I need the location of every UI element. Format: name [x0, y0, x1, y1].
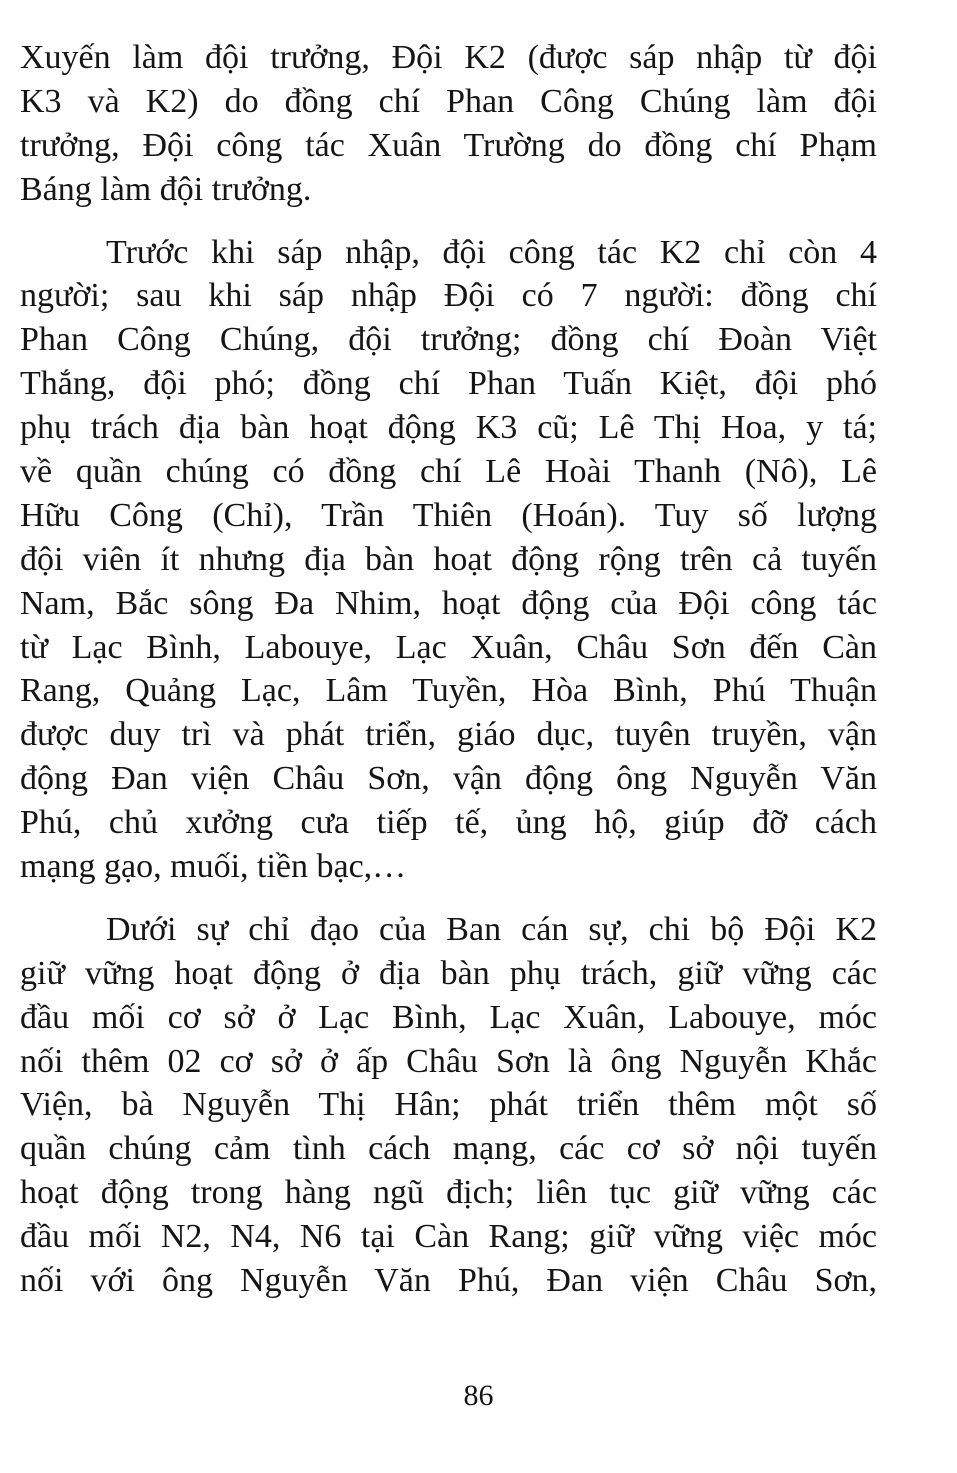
page-number: 86: [463, 1379, 494, 1412]
text-line: Xuyến làm đội trưởng, Đội K2 (được sáp nhập từ đội: [20, 39, 877, 76]
text-line: Thắng, đội phó; đồng chí Phan Tuấn Kiệt, đội phó: [20, 365, 877, 403]
text-line: đầu mối N2, N4, N6 tại Càn Rang; giữ vững việc móc: [20, 1218, 877, 1256]
text-line: phụ trách địa bàn hoạt động K3 cũ; Lê Thị Hoa, y tá;: [20, 409, 877, 447]
text-line: trưởng, Đội công tác Xuân Trường do đồng chí Phạm: [20, 126, 877, 164]
text-line: về quần chúng có đồng chí Lê Hoài Thanh (Nô), Lê: [20, 453, 877, 491]
text-line: Dưới sự chỉ đạo của Ban cán sự, chi bộ Đội K2: [106, 910, 877, 948]
text-line: Hữu Công (Chỉ), Trần Thiên (Hoán). Tuy số lượng: [20, 496, 877, 534]
text-line: quần chúng cảm tình cách mạng, các cơ sở nội tuyến: [20, 1130, 877, 1168]
text-line: nối thêm 02 cơ sở ở ấp Châu Sơn là ông Nguyễn Khắc: [20, 1042, 877, 1080]
text-line: động Đan viện Châu Sơn, vận động ông Nguyễn Văn: [20, 760, 877, 798]
text-line: từ Lạc Bình, Labouye, Lạc Xuân, Châu Sơn đến Càn: [20, 628, 877, 666]
text-line: Phú, chủ xưởng cưa tiếp tế, ủng hộ, giúp đỡ cách: [20, 804, 877, 842]
text-line: Viện, bà Nguyễn Thị Hân; phát triển thêm một số: [20, 1086, 877, 1124]
page-body: [20, 36, 877, 1303]
text-line: Trước khi sáp nhập, đội công tác K2 chỉ còn 4: [106, 233, 877, 271]
paragraph-1: [20, 36, 877, 212]
text-line: Nam, Bắc sông Đa Nhim, hoạt động của Đội công tác: [20, 584, 877, 622]
paragraph-2: [20, 231, 877, 889]
text-line: Báng làm đội trưởng.: [20, 170, 312, 208]
text-line: mạng gạo, muối, tiền bạc,…: [20, 848, 407, 886]
text-line: K3 và K2) do đồng chí Phan Công Chúng làm đội: [20, 82, 877, 120]
text-line: được duy trì và phát triển, giáo dục, tuyên truyền, vận: [20, 716, 877, 754]
text-line: nối với ông Nguyễn Văn Phú, Đan viện Châu Sơn,: [20, 1262, 877, 1300]
text-line: giữ vững hoạt động ở địa bàn phụ trách, giữ vững các: [20, 954, 877, 992]
text-line: người; sau khi sáp nhập Đội có 7 người: đồng chí: [20, 277, 877, 315]
text-line: Rang, Quảng Lạc, Lâm Tuyền, Hòa Bình, Phú Thuận: [20, 672, 877, 710]
paragraph-3: [20, 908, 877, 1303]
text-line: hoạt động trong hàng ngũ địch; liên tục giữ vững các: [20, 1174, 877, 1212]
text-line: Phan Công Chúng, đội trưởng; đồng chí Đoàn Việt: [20, 321, 877, 359]
text-line: đầu mối cơ sở ở Lạc Bình, Lạc Xuân, Labouye, móc: [20, 998, 877, 1036]
text-line: đội viên ít nhưng địa bàn hoạt động rộng trên cả tuyến: [20, 540, 877, 578]
